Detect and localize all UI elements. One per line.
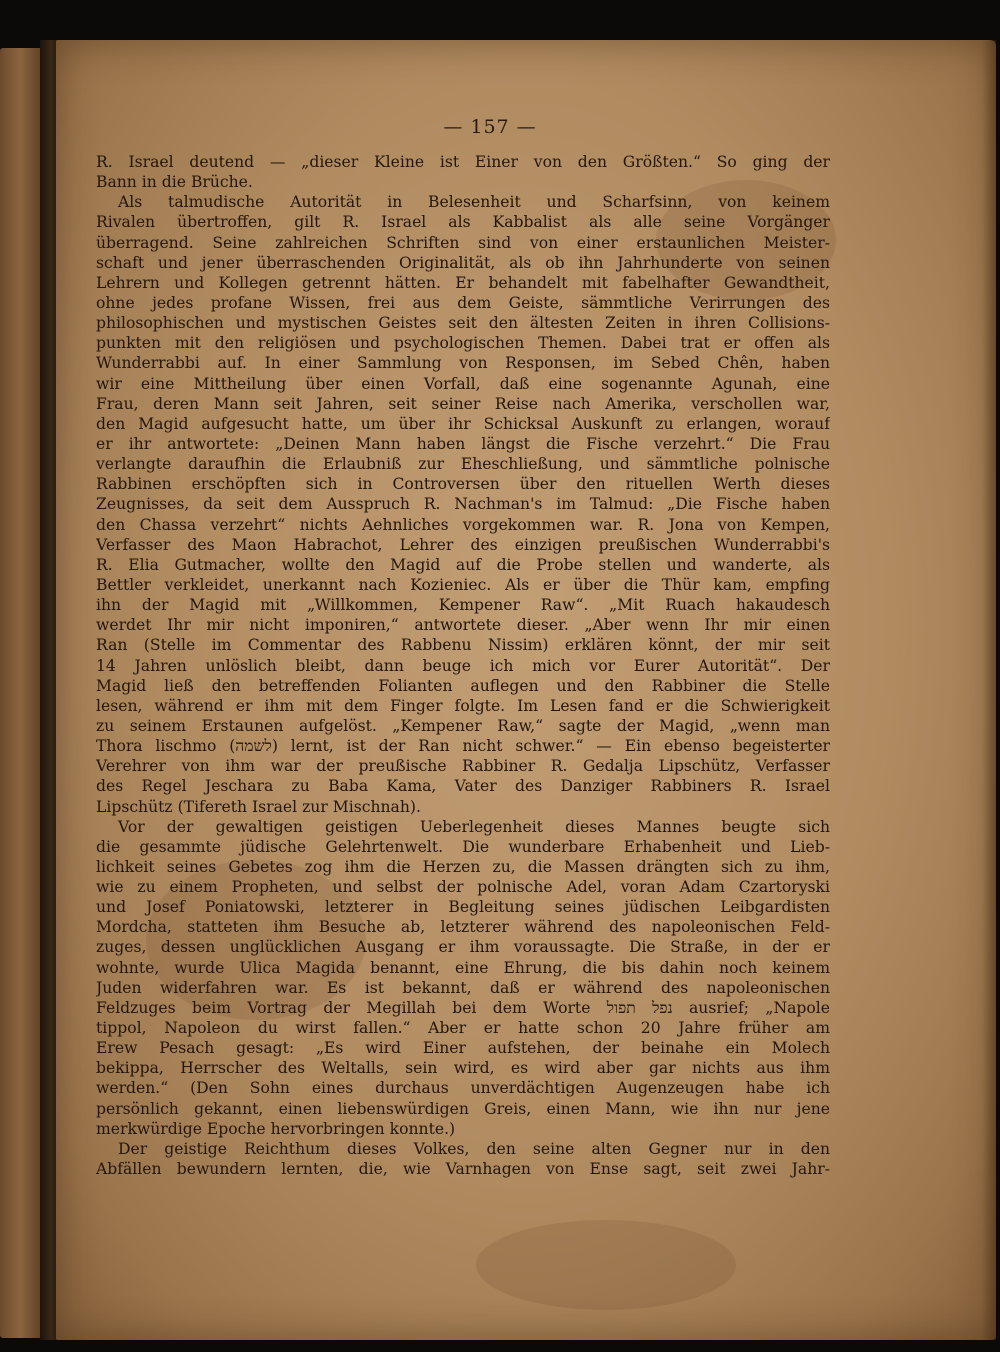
- text-line: Mordcha, statteten ihm Besuche ab, letzterer während des napoleonischen Feld-: [96, 918, 830, 937]
- text-line: Frau, deren Mann seit Jahren, seit seiner Reise nach Amerika, verschollen war,: [96, 394, 830, 413]
- text-line: R. Israel deutend — „dieser Kleine ist Einer von den Größten.“ So ging der: [96, 153, 830, 171]
- text-line: Lipschütz (Tifereth Israel zur Mischnah).: [96, 797, 421, 816]
- text-line: Verehrer von ihm war der preußische Rabbiner R. Gedalja Lipschütz, Verfasser: [96, 757, 830, 776]
- text-line: philosophischen und mystischen Geistes seit den ältesten Zeiten in ihren Collisions-: [96, 314, 830, 333]
- text-line: zu seinem Erstaunen aufgelöst. „Kempener Raw,“ sagte der Magid, „wenn man: [96, 716, 830, 735]
- book-page: [56, 40, 996, 1340]
- text-line: lesen, während er ihm mit dem Finger folgte. Im Lesen fand er die Schwierigkeit: [96, 696, 830, 715]
- text-line: Abfällen bewundern lernten, die, wie Varnhagen von Ense sagt, seit zwei Jahr-: [96, 1160, 830, 1179]
- text-line: Magid ließ den betreffenden Folianten auflegen und den Rabbiner die Stelle: [96, 676, 830, 695]
- text-line: den Magid aufgesucht hatte, um über ihr Schicksal Auskunft zu erlangen, worauf: [96, 414, 830, 433]
- text-line: ohne jedes profane Wissen, frei aus dem Geiste, sämmtliche Verirrungen des: [96, 293, 830, 312]
- text-line: punkten mit den religiösen und psychologischen Themen. Dabei trat er offen als: [96, 334, 830, 353]
- text-line: wir eine Mittheilung über einen Vorfall, daß eine sogenannte Agunah, eine: [96, 374, 830, 393]
- text-line: Juden widerfahren war. Es ist bekannt, daß er während des napoleonischen: [96, 978, 830, 997]
- text-line: Als talmudische Autorität in Belesenheit und Scharfsinn, von keinem: [118, 193, 830, 212]
- text-line: Lehrern und Kollegen getrennt hätten. Er behandelt mit fabelhafter Gewandtheit,: [96, 273, 830, 292]
- text-line: Bettler verkleidet, unerkannt nach Kozieniec. Als er über die Thür kam, empfing: [96, 575, 830, 594]
- text-line: den Chassa verzehrt“ nichts Aehnliches vorgekommen war. R. Jona von Kempen,: [96, 515, 830, 534]
- text-line: Der geistige Reichthum dieses Volkes, den seine alten Gegner nur in den: [118, 1139, 830, 1158]
- text-line: Rabbinen erschöpften sich in Controversen über den rituellen Werth dieses: [96, 475, 830, 494]
- text-line: werdet Ihr mir nicht imponiren,“ antwortete dieser. „Aber wenn Ihr mir einen: [96, 616, 830, 635]
- text-line: wie zu einem Propheten, und selbst der polnische Adel, voran Adam Czartoryski: [96, 878, 830, 897]
- text-line: Wunderrabbi auf. In einer Sammlung von Responsen, im Sebed Chên, haben: [96, 354, 830, 373]
- text-line: werden.“ (Den Sohn eines durchaus unverdächtigen Augenzeugen habe ich: [96, 1079, 830, 1098]
- text-line: die gesammte jüdische Gelehrtenwelt. Die wunderbare Erhabenheit und Lieb-: [96, 837, 830, 856]
- text-line: Erew Pesach gesagt: „Es wird Einer aufstehen, der beinahe ein Molech: [96, 1039, 830, 1058]
- text-line: er ihr antwortete: „Deinen Mann haben längst die Fische verzehrt.“ Die Frau: [96, 434, 830, 453]
- text-line: verlangte daraufhin die Erlaubniß zur Eheschließung, und sämmtliche polnische: [96, 455, 830, 474]
- text-line: und Josef Poniatowski, letzterer in Begleitung seines jüdischen Leibgardisten: [96, 898, 830, 917]
- text-line: merkwürdige Epoche hervorbringen konnte.): [96, 1119, 456, 1138]
- text-line: ihn der Magid mit „Willkommen, Kempener Raw“. „Mit Ruach hakaudesch: [96, 596, 830, 615]
- page-right-edge: [982, 40, 996, 1340]
- text-line: persönlich gekannt, einen liebenswürdigen Greis, einen Mann, wie ihn nur jene: [96, 1099, 830, 1118]
- text-line: Bann in die Brüche.: [96, 173, 253, 192]
- text-line: Thora lischmo (לשמה) lernt, ist der Ran nicht schwer.“ — Ein ebenso begeisterter: [96, 737, 830, 756]
- text-line: R. Elia Gutmacher, wollte den Magid auf die Probe stellen und wanderte, als: [96, 555, 830, 574]
- text-line: Vor der gewaltigen geistigen Ueberlegenheit dieses Mannes beugte sich: [118, 817, 830, 836]
- text-line: 14 Jahren unlöslich bleibt, dann beuge ich mich vor Eurer Autorität“. Der: [96, 656, 830, 675]
- text-line: schaft und jener überraschenden Originalität, als ob ihn Jahrhunderte von seinen: [96, 253, 830, 272]
- paper-stain: [476, 1220, 736, 1310]
- text-line: überragend. Seine zahlreichen Schriften sind von einer erstaunlichen Meister-: [96, 233, 830, 252]
- text-line: wohnte, wurde Ulica Magida benannt, eine Ehrung, die bis dahin noch keinem: [96, 958, 830, 977]
- page-number: — 157 —: [443, 116, 537, 138]
- text-line: lichkeit seines Gebetes zog ihm die Herzen zu, die Massen drängten sich zu ihm,: [96, 857, 830, 876]
- text-line: Feldzuges beim Vortrag der Megillah bei dem Worte נפל תפול ausrief; „Napole: [96, 998, 830, 1017]
- text-line: des Regel Jeschara zu Baba Kama, Vater des Danziger Rabbiners R. Israel: [96, 777, 830, 796]
- body-text: [96, 152, 830, 1179]
- text-line: tippol, Napoleon du wirst fallen.“ Aber er hatte schon 20 Jahre früher am: [96, 1019, 830, 1038]
- text-line: zuges, dessen unglücklichen Ausgang er ihm voraussagte. Die Straße, in der er: [96, 938, 830, 957]
- text-line: Verfasser des Maon Habrachot, Lehrer des einzigen preußischen Wunderrabbi's: [96, 535, 830, 554]
- text-line: Zeugnisses, da seit dem Ausspruch R. Nachman's im Talmud: „Die Fische haben: [96, 495, 830, 514]
- text-line: Rivalen übertroffen, gilt R. Israel als Kabbalist als alle seine Vorgänger: [96, 213, 830, 232]
- text-line: bekippa, Herrscher des Weltalls, sein wird, es wird aber gar nichts aus ihm: [96, 1059, 830, 1078]
- text-line: Ran (Stelle im Commentar des Rabbenu Nissim) erklären könnt, der mir seit: [96, 636, 830, 655]
- previous-page-edge: [0, 48, 44, 1338]
